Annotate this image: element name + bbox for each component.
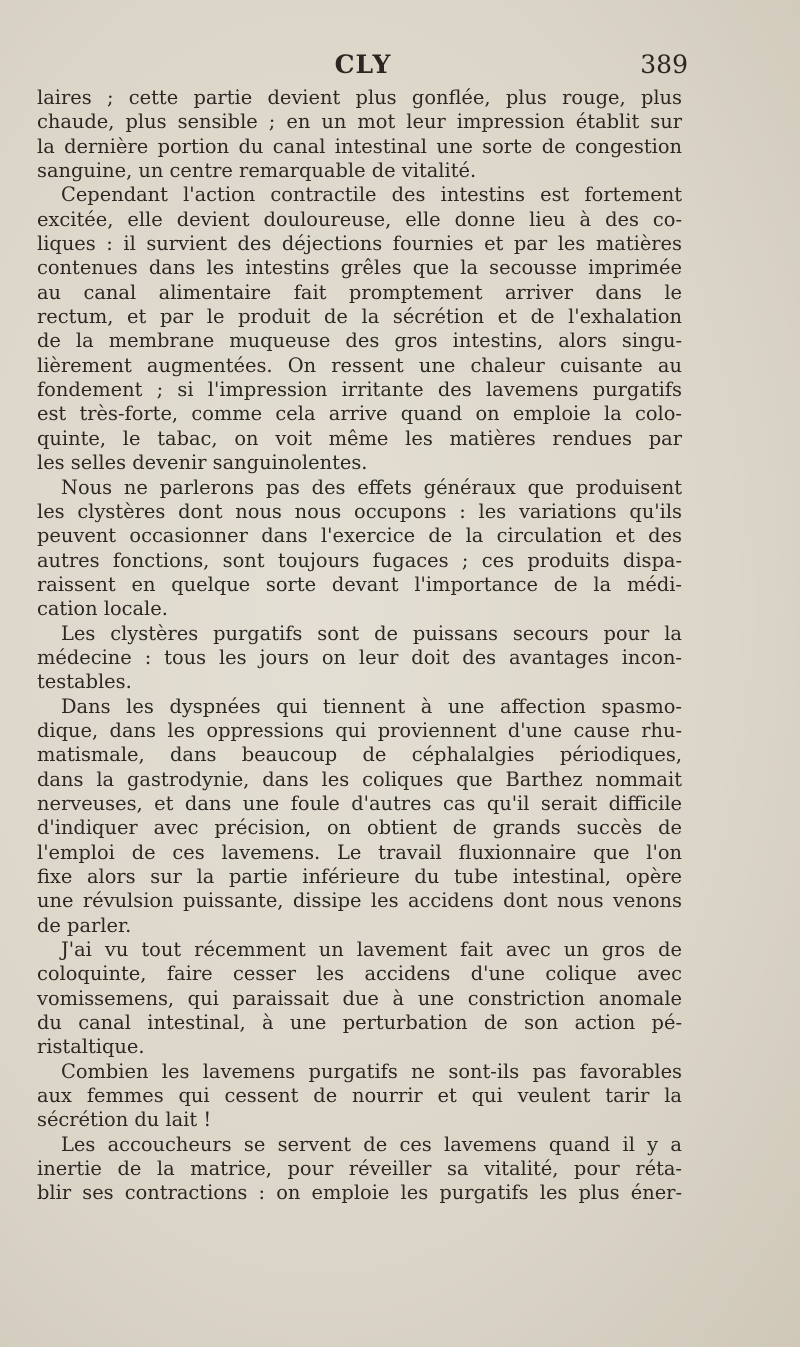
text-line: médecine : tous les jours on leur doit des avantages incon-: [37, 645, 682, 669]
text-line: dans la gastrodynie, dans les coliques que Barthez nommait: [37, 767, 682, 791]
text-line: les clystères dont nous nous occupons : les variations qu'ils: [37, 499, 682, 523]
text-line: d'indiquer avec précision, on obtient de grands succès de: [37, 816, 682, 840]
text-line: l'emploi de ces lavemens. Le travail fluxionnaire que l'on: [37, 840, 682, 864]
page-number: 389: [640, 50, 688, 79]
text-line: matismale, dans beaucoup de céphalalgies périodiques,: [37, 743, 682, 767]
text-line: contenues dans les intestins grêles que la secousse imprimée: [37, 256, 682, 280]
text-line: testables.: [37, 670, 132, 694]
text-line: quinte, le tabac, on voit même les matières rendues par: [37, 426, 682, 450]
text-line: excitée, elle devient douloureuse, elle donne lieu à des co-: [37, 207, 682, 231]
text-line: coloquinte, faire cesser les accidens d'une colique avec: [37, 962, 682, 986]
text-line: une révulsion puissante, dissipe les accidens dont nous venons: [37, 889, 682, 913]
text-line: Dans les dyspnées qui tiennent à une affection spasmo-: [61, 694, 682, 718]
text-line: liques : il survient des déjections fournies et par les matières: [37, 232, 682, 256]
text-line: la dernière portion du canal intestinal une sorte de congestion: [37, 134, 682, 158]
text-line: lièrement augmentées. On ressent une chaleur cuisante au: [37, 353, 682, 377]
text-line: fondement ; si l'impression irritante des lavemens purgatifs: [37, 378, 682, 402]
text-line: aux femmes qui cessent de nourrir et qui veulent tarir la: [37, 1084, 682, 1108]
page-header: [38, 50, 688, 86]
text-line: de la membrane muqueuse des gros intestins, alors singu-: [37, 329, 682, 353]
text-line: nerveuses, et dans une foule d'autres cas qu'il serait difficile: [37, 791, 682, 815]
text-line: cation locale.: [37, 597, 168, 621]
text-line: dique, dans les oppressions qui proviennent d'une cause rhu-: [37, 718, 682, 742]
text-line: raissent en quelque sorte devant l'importance de la médi-: [37, 572, 682, 596]
body-text: [37, 86, 682, 1206]
text-line: laires ; cette partie devient plus gonflée, plus rouge, plus: [37, 86, 682, 109]
text-line: vomissemens, qui paraissait due à une constriction anomale: [37, 986, 682, 1010]
text-line: peuvent occasionner dans l'exercice de la circulation et des: [37, 524, 682, 548]
text-line: J'ai vu tout récemment un lavement fait avec un gros de: [61, 938, 682, 962]
text-line: du canal intestinal, à une perturbation de son action pé-: [37, 1011, 682, 1035]
text-line: rectum, et par le produit de la sécrétion et de l'exhalation: [37, 305, 682, 329]
text-line: Cependant l'action contractile des intestins est fortement: [61, 183, 682, 207]
text-line: de parler.: [37, 913, 132, 937]
text-line: fixe alors sur la partie inférieure du tube intestinal, opère: [37, 865, 682, 888]
text-line: ristaltique.: [37, 1035, 145, 1059]
text-line: les selles devenir sanguinolentes.: [37, 451, 368, 475]
text-line: chaude, plus sensible ; en un mot leur impression établit sur: [37, 110, 682, 134]
text-line: sécrétion du lait !: [37, 1108, 212, 1132]
running-head: CLY: [334, 50, 392, 79]
text-line: blir ses contractions : on emploie les purgatifs les plus éner-: [37, 1181, 682, 1205]
text-line: Nous ne parlerons pas des effets généraux que produisent: [61, 475, 682, 499]
text-line: au canal alimentaire fait promptement arriver dans le: [37, 280, 682, 304]
text-line: inertie de la matrice, pour réveiller sa vitalité, pour réta-: [37, 1157, 682, 1181]
text-line: est très-forte, comme cela arrive quand on emploie la colo-: [37, 402, 682, 426]
text-line: autres fonctions, sont toujours fugaces ; ces produits dispa-: [37, 548, 682, 572]
text-line: Les clystères purgatifs sont de puissans secours pour la: [61, 621, 682, 645]
text-line: Les accoucheurs se servent de ces lavemens quand il y a: [61, 1132, 682, 1156]
text-line: sanguine, un centre remarquable de vitalité.: [37, 159, 477, 183]
text-line: Combien les lavemens purgatifs ne sont-ils pas favorables: [61, 1059, 682, 1083]
